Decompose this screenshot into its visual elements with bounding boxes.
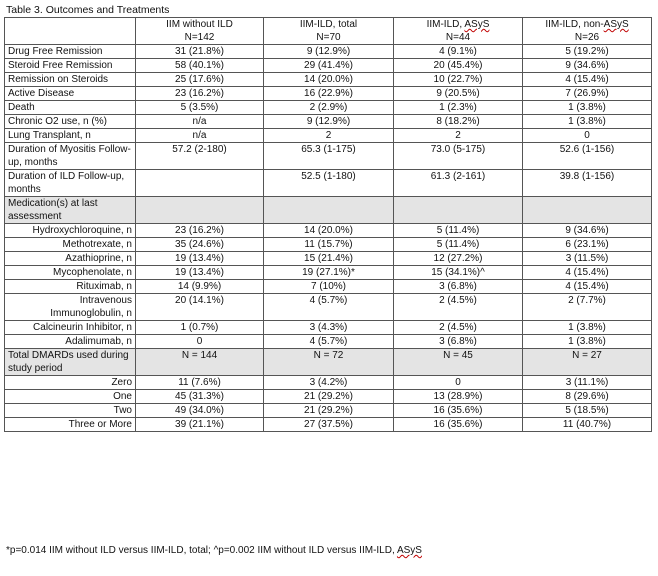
header-col3-asys: ASyS xyxy=(464,19,490,30)
row-label: Mycophenolate, n xyxy=(5,266,136,280)
cell-col3: 15 (34.1%)^ xyxy=(394,266,523,280)
cell-col2: 3 (4.2%) xyxy=(264,376,394,390)
cell-col3: N = 45 xyxy=(394,349,523,376)
cell-col4: 5 (19.2%) xyxy=(523,45,652,59)
cell-col1: 19 (13.4%) xyxy=(136,266,264,280)
cell-col2: 29 (41.4%) xyxy=(264,59,394,73)
dmard-row xyxy=(5,418,652,432)
cell-col4: 3 (11.5%) xyxy=(523,252,652,266)
medication-section-label: Medication(s) at last assessment xyxy=(5,197,136,224)
cell-col1: 5 (3.5%) xyxy=(136,101,264,115)
header-col3-name: IIM-ILD, xyxy=(426,19,465,30)
footnote-asys: ASyS xyxy=(396,545,422,556)
cell-col2: 9 (12.9%) xyxy=(264,45,394,59)
cell-col3: 1 (2.3%) xyxy=(394,101,523,115)
cell-col1: 23 (16.2%) xyxy=(136,87,264,101)
cell-col4: 52.6 (1-156) xyxy=(523,143,652,170)
cell-col3: 4 (9.1%) xyxy=(394,45,523,59)
footnote xyxy=(6,544,422,557)
cell-col3: 2 xyxy=(394,129,523,143)
row-label: Zero xyxy=(5,376,136,390)
footnote-text: *p=0.014 IIM without ILD versus IIM-ILD, total; ^p=0.002 IIM without ILD versus IIM-ILD, xyxy=(6,545,397,556)
cell-col4: 1 (3.8%) xyxy=(523,321,652,335)
outcomes-table xyxy=(4,17,652,432)
row-label: Rituximab, n xyxy=(5,280,136,294)
header-col2-name: IIM-ILD, total xyxy=(299,19,358,30)
cell-col1: 57.2 (2-180) xyxy=(136,143,264,170)
header-iim-ild-non-asys xyxy=(523,18,652,45)
row-label: Hydroxychloroquine, n xyxy=(5,224,136,238)
cell-col2: 19 (27.1%)* xyxy=(264,266,394,280)
header-iim-without-ild xyxy=(136,18,264,45)
outcome-row xyxy=(5,45,652,59)
medication-row xyxy=(5,224,652,238)
cell-col3: 73.0 (5-175) xyxy=(394,143,523,170)
cell-col1: 25 (17.6%) xyxy=(136,73,264,87)
row-label: Duration of ILD Follow-up, months xyxy=(5,170,136,197)
cell-col1: 39 (21.1%) xyxy=(136,418,264,432)
cell-col1: N = 144 xyxy=(136,349,264,376)
medication-section-row xyxy=(5,197,652,224)
medication-section-empty xyxy=(136,197,264,224)
cell-col4: 11 (40.7%) xyxy=(523,418,652,432)
dmard-row xyxy=(5,390,652,404)
cell-col3: 9 (20.5%) xyxy=(394,87,523,101)
header-col1-n: N=142 xyxy=(184,32,215,43)
cell-col2: 14 (20.0%) xyxy=(264,73,394,87)
medication-row xyxy=(5,294,652,321)
cell-col4: 3 (11.1%) xyxy=(523,376,652,390)
cell-col2: 52.5 (1-180) xyxy=(264,170,394,197)
cell-col4: 8 (29.6%) xyxy=(523,390,652,404)
cell-col1 xyxy=(136,170,264,197)
medication-section-empty xyxy=(523,197,652,224)
outcome-row xyxy=(5,115,652,129)
cell-col3: 5 (11.4%) xyxy=(394,238,523,252)
cell-col3: 5 (11.4%) xyxy=(394,224,523,238)
medication-row xyxy=(5,252,652,266)
cell-col4: 0 xyxy=(523,129,652,143)
cell-col1: 1 (0.7%) xyxy=(136,321,264,335)
row-label: Azathioprine, n xyxy=(5,252,136,266)
row-label: Two xyxy=(5,404,136,418)
header-col2-n: N=70 xyxy=(316,32,341,43)
cell-col3: 2 (4.5%) xyxy=(394,321,523,335)
cell-col2: 3 (4.3%) xyxy=(264,321,394,335)
medication-row xyxy=(5,266,652,280)
dmard-row xyxy=(5,376,652,390)
cell-col2: 2 xyxy=(264,129,394,143)
outcome-row xyxy=(5,143,652,170)
cell-col4: N = 27 xyxy=(523,349,652,376)
row-label: Duration of Myositis Follow-up, months xyxy=(5,143,136,170)
header-iim-ild-asys xyxy=(394,18,523,45)
cell-col1: 45 (31.3%) xyxy=(136,390,264,404)
cell-col2: 11 (15.7%) xyxy=(264,238,394,252)
cell-col4: 7 (26.9%) xyxy=(523,87,652,101)
cell-col2: 16 (22.9%) xyxy=(264,87,394,101)
dmard-row xyxy=(5,404,652,418)
cell-col2: 21 (29.2%) xyxy=(264,404,394,418)
cell-col1: n/a xyxy=(136,115,264,129)
row-label: Total DMARDs used during study period xyxy=(5,349,136,376)
cell-col2: 14 (20.0%) xyxy=(264,224,394,238)
medication-section-empty xyxy=(264,197,394,224)
cell-col4: 4 (15.4%) xyxy=(523,266,652,280)
cell-col1: 49 (34.0%) xyxy=(136,404,264,418)
cell-col4: 1 (3.8%) xyxy=(523,115,652,129)
medication-section-empty xyxy=(394,197,523,224)
header-col4-asys: ASyS xyxy=(603,19,629,30)
row-label: Calcineurin Inhibitor, n xyxy=(5,321,136,335)
header-col4-name: IIM-ILD, non- xyxy=(545,19,604,30)
cell-col3: 61.3 (2-161) xyxy=(394,170,523,197)
cell-col4: 1 (3.8%) xyxy=(523,335,652,349)
outcome-row xyxy=(5,129,652,143)
cell-col1: 20 (14.1%) xyxy=(136,294,264,321)
cell-col4: 4 (15.4%) xyxy=(523,280,652,294)
medication-row xyxy=(5,321,652,335)
cell-col3: 0 xyxy=(394,376,523,390)
cell-col4: 6 (23.1%) xyxy=(523,238,652,252)
outcome-row xyxy=(5,101,652,115)
header-col1-name: IIM without ILD xyxy=(166,19,233,30)
cell-col3: 8 (18.2%) xyxy=(394,115,523,129)
cell-col2: 2 (2.9%) xyxy=(264,101,394,115)
cell-col1: 23 (16.2%) xyxy=(136,224,264,238)
row-label: Chronic O2 use, n (%) xyxy=(5,115,136,129)
cell-col2: 4 (5.7%) xyxy=(264,294,394,321)
header-row xyxy=(5,18,652,45)
row-label: Intravenous Immunoglobulin, n xyxy=(5,294,136,321)
cell-col1: 58 (40.1%) xyxy=(136,59,264,73)
cell-col1: 35 (24.6%) xyxy=(136,238,264,252)
outcome-row xyxy=(5,59,652,73)
cell-col4: 9 (34.6%) xyxy=(523,224,652,238)
cell-col2: 65.3 (1-175) xyxy=(264,143,394,170)
cell-col3: 16 (35.6%) xyxy=(394,404,523,418)
cell-col4: 39.8 (1-156) xyxy=(523,170,652,197)
outcome-row xyxy=(5,170,652,197)
cell-col4: 9 (34.6%) xyxy=(523,59,652,73)
medication-row xyxy=(5,280,652,294)
cell-col3: 2 (4.5%) xyxy=(394,294,523,321)
dmard-section-row xyxy=(5,349,652,376)
medication-row xyxy=(5,335,652,349)
cell-col1: 14 (9.9%) xyxy=(136,280,264,294)
row-label: One xyxy=(5,390,136,404)
cell-col3: 20 (45.4%) xyxy=(394,59,523,73)
cell-col1: 31 (21.8%) xyxy=(136,45,264,59)
outcome-row xyxy=(5,87,652,101)
row-label: Methotrexate, n xyxy=(5,238,136,252)
cell-col1: 19 (13.4%) xyxy=(136,252,264,266)
cell-col1: 0 xyxy=(136,335,264,349)
cell-col2: 15 (21.4%) xyxy=(264,252,394,266)
cell-col2: 21 (29.2%) xyxy=(264,390,394,404)
outcome-row xyxy=(5,73,652,87)
cell-col2: 9 (12.9%) xyxy=(264,115,394,129)
cell-col3: 10 (22.7%) xyxy=(394,73,523,87)
cell-col2: 7 (10%) xyxy=(264,280,394,294)
row-label: Lung Transplant, n xyxy=(5,129,136,143)
cell-col4: 5 (18.5%) xyxy=(523,404,652,418)
header-empty xyxy=(5,18,136,45)
cell-col4: 4 (15.4%) xyxy=(523,73,652,87)
cell-col1: n/a xyxy=(136,129,264,143)
cell-col3: 16 (35.6%) xyxy=(394,418,523,432)
header-iim-ild-total xyxy=(264,18,394,45)
row-label: Death xyxy=(5,101,136,115)
cell-col2: N = 72 xyxy=(264,349,394,376)
header-col3-n: N=44 xyxy=(445,32,471,43)
table-title: Table 3. Outcomes and Treatments xyxy=(6,4,170,16)
row-label: Remission on Steroids xyxy=(5,73,136,87)
cell-col3: 3 (6.8%) xyxy=(394,280,523,294)
cell-col2: 4 (5.7%) xyxy=(264,335,394,349)
cell-col1: 11 (7.6%) xyxy=(136,376,264,390)
row-label: Steroid Free Remission xyxy=(5,59,136,73)
cell-col4: 1 (3.8%) xyxy=(523,101,652,115)
cell-col4: 2 (7.7%) xyxy=(523,294,652,321)
header-col4-n: N=26 xyxy=(574,32,600,43)
row-label: Active Disease xyxy=(5,87,136,101)
row-label: Drug Free Remission xyxy=(5,45,136,59)
medication-row xyxy=(5,238,652,252)
cell-col3: 12 (27.2%) xyxy=(394,252,523,266)
cell-col3: 3 (6.8%) xyxy=(394,335,523,349)
cell-col3: 13 (28.9%) xyxy=(394,390,523,404)
row-label: Three or More xyxy=(5,418,136,432)
row-label: Adalimumab, n xyxy=(5,335,136,349)
cell-col2: 27 (37.5%) xyxy=(264,418,394,432)
